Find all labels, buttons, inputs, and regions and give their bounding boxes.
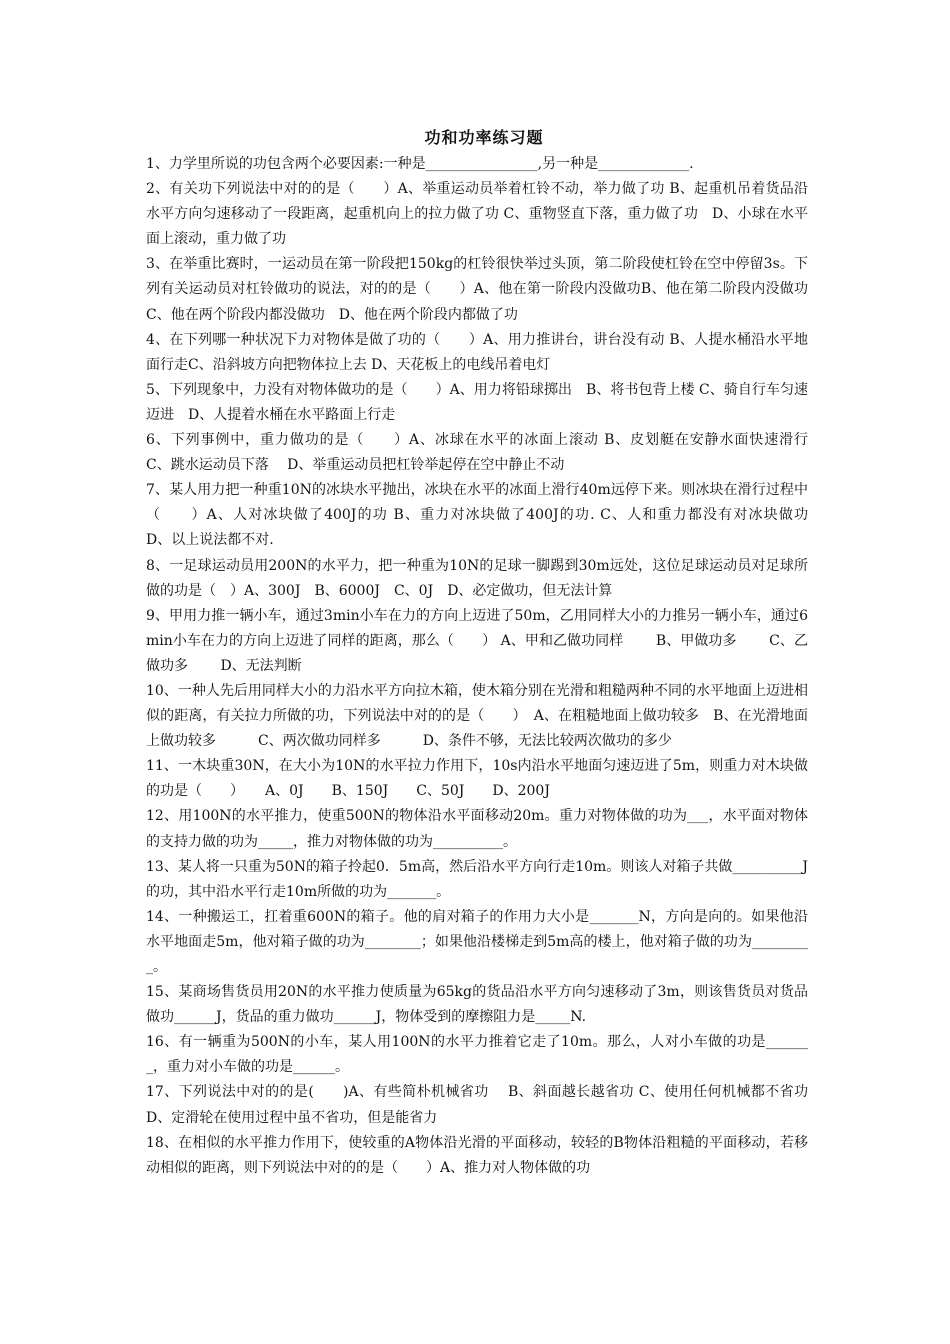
question-18: 18、在相似的水平推力作用下，使较重的A物体沿光滑的平面移动，较轻的B物体沿粗糙的平面移动，若移动相似的距离，则下列说法中对的的是（ ）A、推力对人物体做的功 bbox=[146, 1134, 808, 1176]
question-11: 11、一木块重30N，在大小为10N的水平拉力作用下，10s内沿水平地面匀速迈进了5m，则重力对木块做的功是（ ） A、0J B、150J C、50J D、200J bbox=[146, 758, 808, 800]
question-10: 10、一种人先后用同样大小的力沿水平方向拉木箱，使木箱分别在光滑和粗糙两种不同的水平地面上迈进相似的距离，有关拉力所做的功，下列说法中对的的是（ ） A、在粗糙地面上做功较多 B、在光滑地面上做功较多 C、两次做功同样多 D、条件不够，无法比较两次做功的多少 bbox=[146, 682, 808, 750]
question-3: 3、在举重比赛时，一运动员在第一阶段把150kg的杠铃很快举过头顶，第二阶段使杠铃在空中停留3s。下列有关运动员对杠铃做功的说法，对的的是（ ）A、他在第一阶段内没做功B、他在第二阶段内没做功C、他在两个阶段内都没做功 D、他在两个阶段内都做了功 bbox=[146, 256, 808, 323]
question-15: 15、某商场售货员用20N的水平推力使质量为65kg的货品沿水平方向匀速移动了3m，则该售货员对货品做功______J，货品的重力做功______J，物体受到的摩擦阻力是_____N. bbox=[146, 984, 808, 1026]
question-5: 5、下列现象中，力没有对物体做功的是（ ）A、用力将铅球掷出 B、将书包背上楼 C、骑自行车匀速迈进 D、人提着水桶在水平路面上行走 bbox=[146, 381, 808, 423]
question-7: 7、某人用力把一种重10N的冰块水平抛出，冰块在水平的冰面上滑行40m远停下来。则冰块在滑行过程中（ ）A、人对冰块做了400J的功 B、重力对冰块做了400J的功. C、人和重力都没有对冰块做功 D、以上说法都不对. bbox=[146, 482, 841, 549]
question-6: 6、下列事例中，重力做功的是（ ）A、冰球在水平的冰面上滚动 B、皮划艇在安静水面快速滑行 C、跳水运动员下落 D、举重运动员把杠铃举起停在空中静止不动 bbox=[146, 432, 827, 474]
question-9: 9、甲用力推一辆小车，通过3min小车在力的方向上迈进了50m，乙用同样大小的力推另一辆小车，通过6min小车在力的方向上迈进了同样的距离，那么（ ） A、甲和乙做功同样 B、甲做功多 C、乙做功多 D、无法判断 bbox=[146, 607, 808, 674]
question-2: 2、有关功下列说法中对的的是（ ）A、举重运动员举着杠铃不动，举力做了功 B、起重机吊着货品沿水平方向匀速移动了一段距离，起重机向上的拉力做了功 C、重物竖直下落，重力做了功 D、小球在水平面上滚动，重力做了功 bbox=[146, 181, 808, 248]
question-8: 8、一足球运动员用200N的水平力，把一种重为10N的足球一脚踢到30m远处，这位足球运动员对足球所做的功是（ ）A、300J B、6000J C、0J D、必定做功，但无法计算 bbox=[146, 557, 808, 599]
document-page bbox=[146, 124, 841, 1181]
question-13: 13、某人将一只重为50N的箱子拎起0．5m高，然后沿水平方向行走10m。则该人对箱子共做__________J的功，其中沿水平行走10m所做的功为_______。 bbox=[146, 858, 808, 900]
question-16: 16、有一辆重为500N的小车，某人用100N的水平力推着它走了10m。那么，人对小车做的功是_______，重力对小车做的功是______。 bbox=[146, 1034, 808, 1076]
question-12: 12、用100N的水平推力，使重500N的物体沿水平面移动20m。重力对物体做的功为___，水平面对物体的支持力做的功为_____，推力对物体做的功为__________。 bbox=[146, 808, 808, 850]
question-17: 17、下列说法中对的的是( )A、有些简朴机械省功 B、斜面越长越省功 C、使用任何机械都不省功 D、定滑轮在使用过程中虽不省功，但是能省力 bbox=[146, 1084, 822, 1126]
question-1: 1、力学里所说的功包含两个必要因素:一种是________________,另一种是_____________. bbox=[146, 156, 694, 172]
question-4: 4、在下列哪一种状况下力对物体是做了功的（ ）A、用力推讲台，讲台没有动 B、人提水桶沿水平地面行走C、沿斜坡方向把物体拉上去 D、天花板上的电线吊着电灯 bbox=[146, 331, 808, 373]
question-14: 14、一种搬运工，扛着重600N的箱子。他的肩对箱子的作用力大小是_______N，方向是向的。如果他沿水平地面走5m，他对箱子做的功为________；如果他沿楼梯走到5m高的楼上，他对箱子做的功为_________。 bbox=[146, 908, 808, 975]
document-title: 功和功率练习题 bbox=[424, 128, 544, 147]
